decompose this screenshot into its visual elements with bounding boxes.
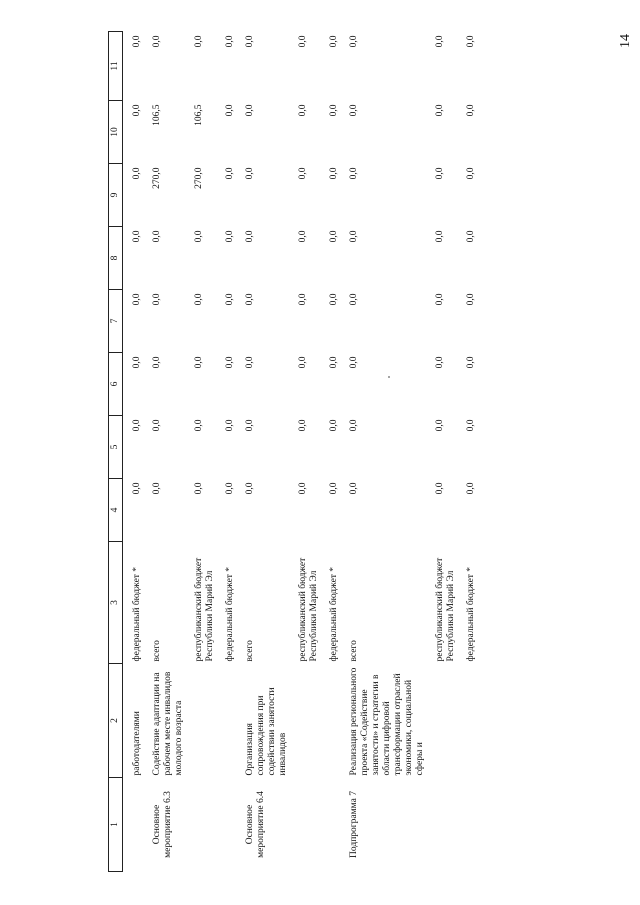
value-cell: 0,0	[435, 293, 445, 306]
value-cell: 0,0	[466, 356, 476, 369]
value-cell: 0,0	[245, 230, 255, 243]
value-cell: 0,0	[298, 167, 308, 180]
value-cell: 0,0	[329, 35, 339, 48]
value-cell: 0,0	[132, 482, 142, 495]
activity-label-cell: Основное мероприятие 6.3	[152, 791, 173, 858]
page-number: 14	[618, 34, 633, 48]
activity-label-cell: Основное мероприятие 6.4	[245, 791, 266, 858]
activity-name-cell: Организация сопровождения при содействии занятости инвалидов	[245, 687, 288, 776]
value-cell: 0,0	[349, 167, 359, 180]
column-header-4: 4	[109, 479, 123, 542]
table-row	[132, 32, 143, 872]
activity-name-cell: Реализация регионального проекта «Содействие занятости» и стратегии в области цифровой трансформации отраслей экономики, социальной сферы и	[349, 667, 425, 776]
table-row	[194, 32, 216, 872]
funding-source-cell: республиканский бюджет Республики Марий Эл	[194, 557, 215, 662]
column-header-6: 6	[109, 353, 123, 416]
value-cell: 0,0	[225, 167, 235, 180]
value-cell: 0,0	[245, 356, 255, 369]
budget-table-container	[108, 32, 638, 872]
funding-source-cell: федеральный бюджет *	[132, 566, 142, 662]
column-header-7: 7	[109, 290, 123, 353]
column-header-3: 3	[109, 542, 123, 664]
value-cell: 0,0	[152, 419, 162, 432]
column-header-11: 11	[109, 32, 123, 101]
value-cell: 106,5	[152, 104, 162, 126]
value-cell: 0,0	[132, 356, 142, 369]
row-spacer	[289, 32, 298, 872]
value-cell: 0,0	[132, 104, 142, 117]
table-row	[298, 32, 320, 872]
value-cell: 0,0	[225, 356, 235, 369]
funding-source-cell: федеральный бюджет *	[225, 566, 235, 662]
value-cell: 0,0	[349, 35, 359, 48]
column-number-row	[109, 32, 123, 872]
row-spacer	[123, 32, 133, 872]
value-cell: 0,0	[329, 356, 339, 369]
activity-label-cell	[435, 778, 457, 872]
value-cell: 0,0	[225, 35, 235, 48]
value-cell: 0,0	[349, 104, 359, 117]
value-cell: 0,0	[298, 293, 308, 306]
row-spacer	[320, 32, 329, 872]
activity-label-cell	[194, 778, 216, 872]
value-cell: 0,0	[194, 35, 204, 48]
table-row	[245, 32, 289, 872]
value-cell: 0,0	[245, 104, 255, 117]
activity-name-cell	[466, 664, 477, 778]
value-cell: 0,0	[329, 482, 339, 495]
value-cell: 270,0	[152, 167, 162, 189]
column-header-2: 2	[109, 664, 123, 778]
activity-label-cell	[329, 778, 340, 872]
value-cell: 0,0	[435, 482, 445, 495]
value-cell: 0,0	[152, 230, 162, 243]
value-cell: 0,0	[466, 482, 476, 495]
table-row	[349, 32, 426, 872]
value-cell: 0,0	[466, 167, 476, 180]
value-cell: 0,0	[132, 35, 142, 48]
value-cell: 0,0	[132, 419, 142, 432]
value-cell: 0,0	[225, 293, 235, 306]
value-cell: 0,0	[466, 293, 476, 306]
activity-name-cell	[435, 664, 457, 778]
row-spacer	[457, 32, 466, 872]
table-body	[123, 32, 478, 872]
funding-source-cell: федеральный бюджет *	[466, 566, 476, 662]
value-cell: 0,0	[298, 419, 308, 432]
row-spacer	[143, 32, 152, 872]
value-cell: 0,0	[298, 230, 308, 243]
value-cell: 0,0	[245, 482, 255, 495]
activity-label-cell	[298, 778, 320, 872]
table-row	[466, 32, 477, 872]
activity-name-cell	[225, 664, 236, 778]
activity-name-cell: Содействие адаптации на рабочем месте инвалидов молодого возраста	[152, 671, 184, 776]
value-cell: 0,0	[245, 293, 255, 306]
row-spacer	[236, 32, 245, 872]
value-cell: 0,0	[245, 35, 255, 48]
value-cell: 0,0	[152, 35, 162, 48]
budget-table	[108, 31, 477, 872]
column-header-1: 1	[109, 778, 123, 872]
value-cell: 0,0	[466, 419, 476, 432]
funding-source-cell: всего	[152, 640, 162, 662]
value-cell: 0,0	[225, 104, 235, 117]
value-cell: 0,0	[152, 356, 162, 369]
value-cell: 0,0	[152, 293, 162, 306]
value-cell: 0,0	[194, 293, 204, 306]
value-cell: 0,0	[245, 167, 255, 180]
value-cell: 0,0	[466, 35, 476, 48]
column-header-10: 10	[109, 101, 123, 164]
funding-source-cell: всего	[245, 640, 255, 662]
funding-source-cell: республиканский бюджет Республики Марий Эл	[298, 557, 319, 662]
value-cell: 0,0	[435, 104, 445, 117]
value-cell: 0,0	[298, 104, 308, 117]
value-cell: 0,0	[132, 293, 142, 306]
value-cell: 0,0	[329, 104, 339, 117]
value-cell: 0,0	[466, 104, 476, 117]
funding-source-cell: всего	[349, 640, 359, 662]
column-header-5: 5	[109, 416, 123, 479]
row-spacer	[216, 32, 225, 872]
activity-name-cell	[329, 664, 340, 778]
value-cell: 0,0	[349, 482, 359, 495]
value-cell: 0,0	[329, 230, 339, 243]
value-cell: 0,0	[225, 482, 235, 495]
activity-name-cell: работодателями	[132, 711, 142, 776]
value-cell: 0,0	[349, 356, 359, 369]
table-row	[152, 32, 185, 872]
value-cell: 0,0	[435, 35, 445, 48]
activity-label-cell	[132, 778, 143, 872]
value-cell: 0,0	[329, 293, 339, 306]
funding-source-cell: федеральный бюджет *	[329, 566, 339, 662]
activity-label-cell	[225, 778, 236, 872]
activity-label-cell: Подпрограмма 7	[349, 791, 359, 858]
value-cell: 0,0	[349, 293, 359, 306]
value-cell: 0,0	[132, 167, 142, 180]
value-cell: 0,0	[194, 419, 204, 432]
activity-label-cell	[466, 778, 477, 872]
value-cell: 0,0	[298, 482, 308, 495]
value-cell: 0,0	[194, 482, 204, 495]
value-cell: 0,0	[152, 482, 162, 495]
value-cell: 0,0	[329, 419, 339, 432]
table-row	[225, 32, 236, 872]
row-spacer	[426, 32, 435, 872]
value-cell: 0,0	[225, 419, 235, 432]
value-cell: 0,0	[349, 230, 359, 243]
value-cell: 0,0	[435, 356, 445, 369]
row-spacer	[185, 32, 194, 872]
table-row	[435, 32, 457, 872]
value-cell: 0,0	[245, 419, 255, 432]
value-cell: 0,0	[435, 167, 445, 180]
value-cell: 0,0	[435, 419, 445, 432]
value-cell: 270,0	[194, 167, 204, 189]
value-cell: 0,0	[132, 230, 142, 243]
value-cell: 0,0	[329, 167, 339, 180]
value-cell: 0,0	[466, 230, 476, 243]
column-header-9: 9	[109, 164, 123, 227]
value-cell: 0,0	[298, 35, 308, 48]
value-cell: 0,0	[435, 230, 445, 243]
value-cell: 0,0	[349, 419, 359, 432]
activity-name-cell	[298, 664, 320, 778]
column-header-8: 8	[109, 227, 123, 290]
funding-source-cell: республиканский бюджет Республики Марий Эл	[435, 557, 456, 662]
value-cell: 0,0	[225, 230, 235, 243]
value-cell: 0,0	[194, 356, 204, 369]
activity-name-cell	[194, 664, 216, 778]
value-cell: 0,0	[298, 356, 308, 369]
value-cell: 106,5	[194, 104, 204, 126]
table-row	[329, 32, 340, 872]
value-cell: 0,0	[194, 230, 204, 243]
row-spacer	[340, 32, 349, 872]
